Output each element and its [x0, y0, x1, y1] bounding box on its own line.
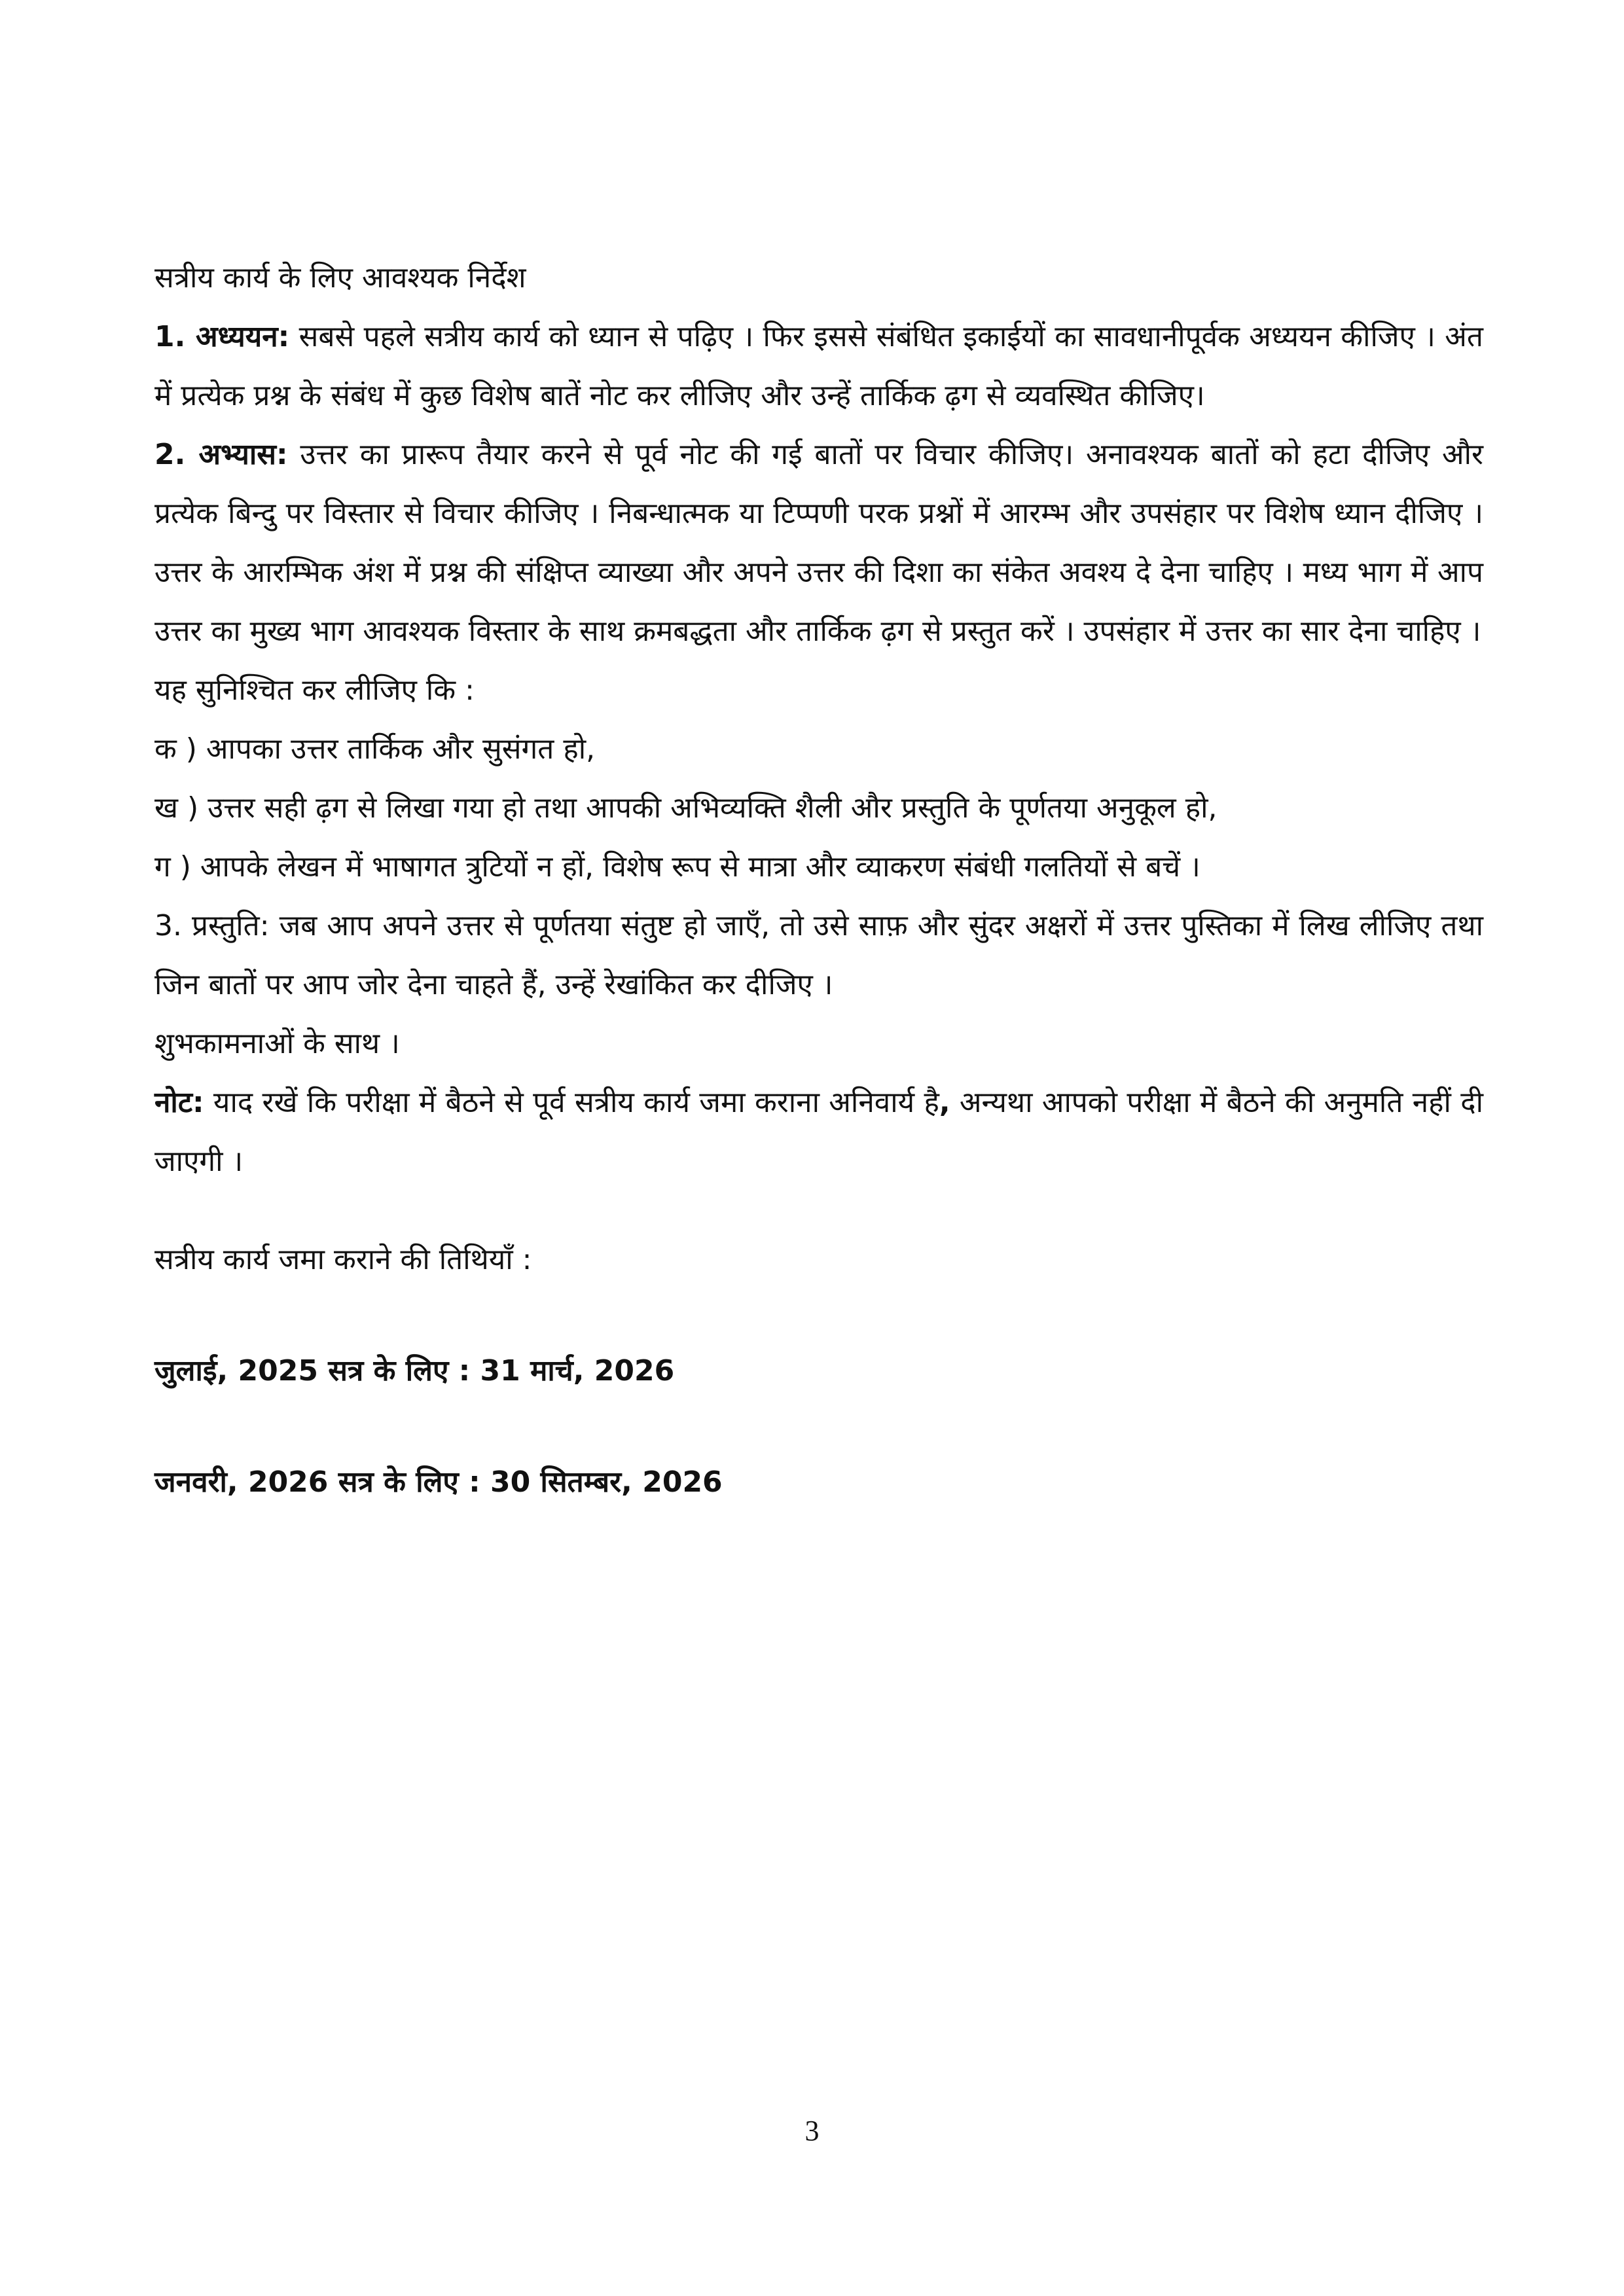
date-line-july: जुलाई, 2025 सत्र के लिए : 31 मार्च, 2026 [154, 1354, 675, 1388]
ensure-item: ग ) आपके लेखन में भाषागत त्रुटियों न हों, विशेष रूप से मात्रा और व्याकरण संबंधी गलतियों से बचें । [154, 850, 1200, 884]
instructions-body [154, 249, 1483, 1564]
submission-dates [154, 1230, 1483, 1512]
note-text-a: याद रखें कि परीक्षा में बैठने से पूर्व सत्रीय कार्य जमा कराना अनिवार्य है [204, 1086, 939, 1119]
ensure-item: ख ) उत्तर सही ढ़ग से लिखा गया हो तथा आपकी अभिव्यक्ति शैली और प्रस्तुति के पूर्णतया अनुकूल हो, [154, 791, 1218, 825]
instructions-heading: सत्रीय कार्य के लिए आवश्यक निर्देश [154, 261, 526, 295]
note-label: नोट: [154, 1086, 204, 1119]
study-text: सबसे पहले सत्रीय कार्य को ध्यान से पढ़िए । फिर इससे संबंधित इकाईयों का सावधानीपूर्वक अध्ययन कीजिए । अंत में प्रत्येक प्रश्न के संबंध में कुछ विशेष बातें नोट कर लीजिए और उन्हें तार्किक ढ़ग से व्यवस्थित कीजिए। [154, 320, 1483, 412]
date-line-january: जनवरी, 2026 सत्र के लिए : 30 सितम्बर, 2026 [154, 1465, 723, 1499]
note-comma: , [939, 1086, 950, 1119]
page-number: 3 [804, 2115, 820, 2147]
practice-label: 2. अभ्यास: [154, 438, 288, 471]
practice-text: उत्तर का प्रारूप तैयार करने से पूर्व नोट की गई बातों पर विचार कीजिए। अनावश्यक बातों को हटा दीजिए और प्रत्येक बिन्दु पर विस्तार से विचार कीजिए । निबन्धात्मक या टिप्पणी परक प्रश्नों में आरम्भ और उपसंहार पर विशेष ध्यान दीजिए । उत्तर के आरम्भिक अंश में प्रश्न की संक्षिप्त व्याख्या और अपने उत्तर की दिशा का संकेत अवश्य दे देना चाहिए । मध्य भाग में आप उत्तर का मुख्य भाग आवश्यक विस्तार के साथ क्रमबद्धता और तार्किक ढ़ग से प्रस्तुत करें । उपसंहार में उत्तर का सार देना चाहिए । [154, 438, 1483, 648]
ensure-item: क ) आपका उत्तर तार्किक और सुसंगत हो, [154, 732, 596, 766]
instruction-study [154, 308, 1483, 425]
study-label: 1. अध्ययन: [154, 320, 290, 353]
presentation-text: जब आप अपने उत्तर से पूर्णतया संतुष्ट हो जाएँ, तो उसे साफ़ और सुंदर अक्षरों में उत्तर पुस्तिका में लिख लीजिए तथा जिन बातों पर आप जोर देना चाहते हैं, उन्हें रेखांकित कर दीजिए । [154, 909, 1484, 1001]
presentation-label: 3. प्रस्तुति: [154, 909, 270, 942]
ensure-intro: यह सुनिश्चित कर लीजिए कि : [154, 673, 475, 707]
instruction-presentation [154, 897, 1483, 1014]
note-text-b: अन्यथा आपको परीक्षा में बैठने की अनुमति नहीं दी जाएगी । [154, 1086, 1483, 1178]
wishes-line: शुभकामनाओं के साथ । [154, 1027, 400, 1060]
dates-heading: सत्रीय कार्य जमा कराने की तिथियाँ : [154, 1243, 532, 1276]
note-paragraph [154, 1073, 1483, 1191]
instruction-practice [154, 425, 1483, 661]
